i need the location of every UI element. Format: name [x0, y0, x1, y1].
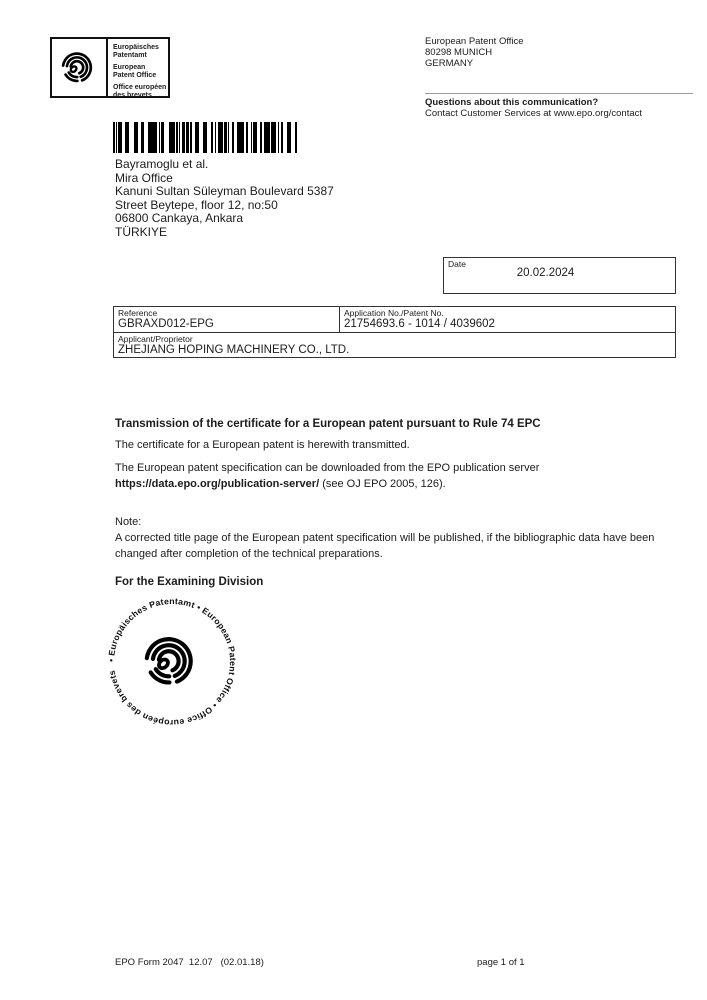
- recipient-line: Mira Office: [115, 170, 173, 185]
- recipient-line: 06800 Cankaya, Ankara: [115, 211, 244, 225]
- applicant-cell: [114, 333, 675, 357]
- seal-ring-text: • Europäisches Patentamt • European Patent Office • Office européen des brevets: [105, 595, 239, 729]
- logo-text-de: Europäisches Patentamt: [113, 44, 159, 59]
- application-value: 21754693.6 - 1014 / 4039602: [344, 318, 495, 330]
- footer-form-id: EPO Form 2047 12.07 (02.01.18): [115, 957, 264, 968]
- logo-text-fr: Office européen des brevets: [113, 84, 167, 99]
- application-label: Application No./Patent No.: [344, 308, 444, 318]
- reference-value: GBRAXD012-EPG: [118, 318, 214, 330]
- applicant-value: ZHEJIANG HOPING MACHINERY CO., LTD.: [118, 344, 350, 356]
- para2-text: The European patent specification can be downloaded from the EPO publication server: [115, 462, 540, 474]
- date-value: 20.02.2024: [516, 267, 575, 279]
- date-box: [443, 257, 676, 294]
- office-address-line: European Patent Office: [425, 36, 524, 47]
- note-label: Note:: [115, 516, 142, 528]
- logo-text-en: European Patent Office: [113, 64, 157, 79]
- body-paragraph-1: The certificate for a European patent is herewith transmitted.: [115, 439, 410, 451]
- office-address-line: 80298 MUNICH: [425, 47, 493, 58]
- applicant-label: Applicant/Proprietor: [118, 334, 193, 344]
- office-address: [425, 36, 524, 69]
- questions-contact: Contact Customer Services at www.epo.org/contact: [425, 108, 643, 119]
- document-title: Transmission of the certificate for a European patent pursuant to Rule 74 EPC: [115, 418, 541, 430]
- barcode: [113, 122, 297, 153]
- body-paragraph-2: [115, 461, 690, 492]
- reference-table: [113, 306, 676, 358]
- reference-cell: [114, 307, 340, 332]
- header-divider: [425, 93, 693, 94]
- questions-heading: Questions about this communication?: [425, 97, 599, 108]
- svg-text:• Europäisches Patentamt • Eur: [106, 596, 238, 728]
- recipient-line: Street Beytepe, floor 12, no:50: [115, 197, 278, 212]
- epo-logo-box: [50, 37, 170, 98]
- signoff-examining-division: For the Examining Division: [115, 576, 264, 588]
- epo-swirl-icon: [52, 39, 108, 96]
- note-text: A corrected title page of the European patent specification will be published, if the bibliographic data have been changed after completion of the technical preparations.: [115, 532, 655, 560]
- para2-suffix: (see OJ EPO 2005, 126).: [319, 477, 446, 490]
- recipient-line: TÜRKIYE: [115, 224, 168, 239]
- reference-label: Reference: [118, 308, 158, 318]
- epo-logo-text: [108, 39, 168, 99]
- recipient-line: Kanuni Sultan Süleyman Boulevard 5387: [115, 184, 334, 198]
- application-cell: [340, 307, 675, 332]
- seal-swirl-icon: [144, 635, 195, 687]
- recipient-line: Bayramoglu et al.: [115, 157, 209, 171]
- date-label: Date: [448, 259, 466, 269]
- recipient-address: [115, 158, 334, 239]
- reference-table-row: [114, 307, 675, 333]
- epo-seal: [104, 594, 240, 730]
- publication-server-url: https://data.epo.org/publication-server/: [115, 477, 320, 490]
- office-address-line: GERMANY: [425, 58, 474, 69]
- footer-page-number: page 1 of 1: [477, 957, 525, 968]
